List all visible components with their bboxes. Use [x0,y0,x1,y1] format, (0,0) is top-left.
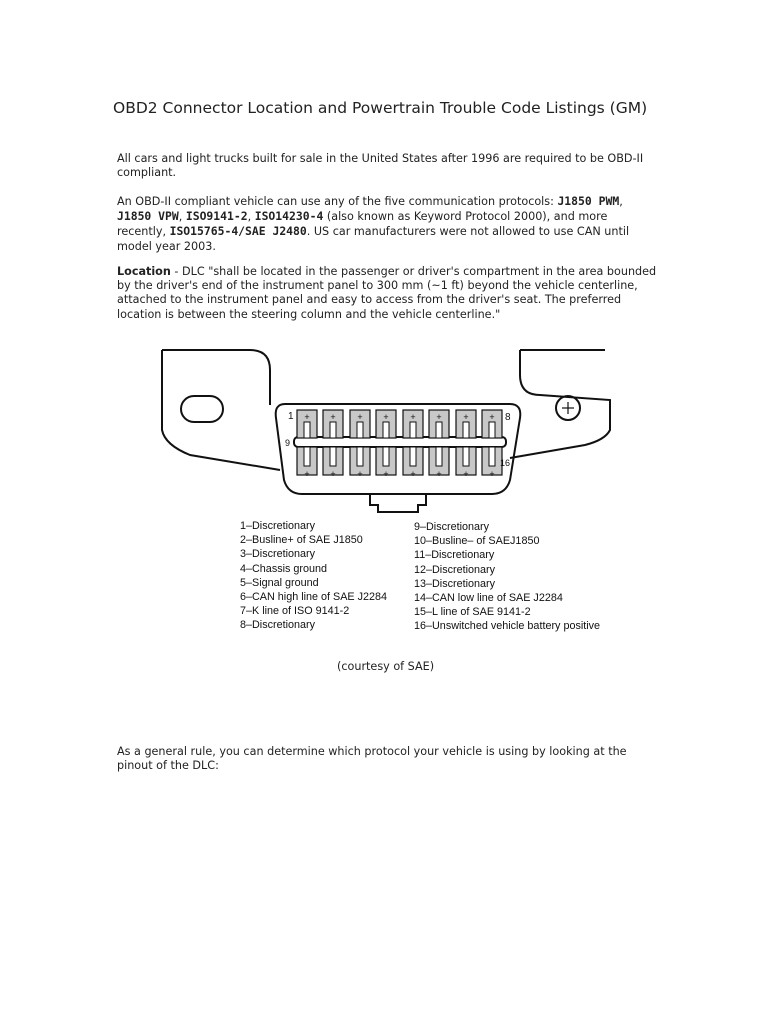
connector-pin-1 [297,410,317,438]
svg-text:+: + [463,469,469,479]
protocol-rule-paragraph: As a general rule, you can determine which protocol your vehicle is using by looking at the pinout of the DLC: [117,745,627,773]
protocol-j1850-vpw: J1850 VPW [117,209,179,224]
pin9-label: 9 [285,438,291,448]
connector-pin-2 [323,410,343,438]
pin-item: 15–L line of SAE 9141-2 [414,606,531,619]
svg-text:+: + [383,412,389,422]
svg-text:+: + [410,412,416,422]
pin-list-right [414,520,600,634]
svg-text:+: + [436,469,442,479]
connector-pin-13 [403,447,423,479]
pin-item: 5–Signal ground [240,576,319,589]
svg-text:+: + [304,412,310,422]
protocols-text: , [178,210,186,224]
pin1-label: 1 [288,411,294,422]
protocols-text: . US car manufacturers were not allowed to use CAN until model year 2003. [117,225,630,253]
location-label: Location [117,265,171,278]
protocols-text: (also known as Keyword Protocol 2000), and more recently, [117,210,608,239]
svg-text:+: + [357,412,363,422]
connector-pin-7 [456,410,476,438]
pin-item: 2–Busline+ of SAE J1850 [240,534,363,547]
svg-text:+: + [330,412,336,422]
connector-key-notch [370,494,426,512]
top-pin-row [297,410,502,438]
svg-text:+: + [489,412,495,422]
protocols-text: , [619,195,623,208]
protocol-iso14230: ISO14230-4 [254,209,324,224]
pin-item: 3–Discretionary [240,548,316,561]
pin-item: 7–K line of ISO 9141-2 [240,605,350,618]
svg-text:+: + [463,412,469,422]
pin-item: 16–Unswitched vehicle battery positive [414,620,601,633]
pin-item: 1–Discretionary [240,520,316,532]
compliance-paragraph: All cars and light trucks built for sale in the United States after 1996 are required to be OBD-II compliant. [117,152,644,180]
pin-item: 4–Chassis ground [240,562,328,575]
connector-pin-3 [350,410,370,438]
pin8-label: 8 [505,412,511,423]
pin-item: 10–Busline– of SAEJ1850 [414,535,540,548]
pin-item: 12–Discretionary [414,563,496,576]
pin-item: 8–Discretionary [240,619,316,632]
panel-outline-right [510,350,610,458]
pin16-label: 16 [500,458,511,468]
pin-item: 6–CAN high line of SAE J2284 [240,591,388,604]
page-title: OBD2 Connector Location and Powertrain Trouble Code Listings (GM) [113,99,648,117]
svg-text:+: + [330,469,336,479]
pin-item: 14–CAN low line of SAE J2284 [414,592,563,605]
screw-plus [562,402,574,414]
connector-pin-14 [429,447,449,479]
bottom-pin-row [297,447,502,479]
connector-pin-12 [376,447,396,479]
connector-pin-8 [482,410,502,438]
pin-item: 9–Discretionary [414,521,490,533]
mounting-slot [181,396,223,422]
protocols-text: , [247,210,255,224]
svg-text:+: + [304,469,310,479]
connector-pin-5 [403,410,423,438]
protocol-iso9141: ISO9141-2 [185,209,248,224]
svg-text:+: + [357,469,363,479]
svg-text:+: + [410,469,416,479]
connector-pin-4 [376,410,396,438]
panel-outline-left [162,350,280,470]
connector-pin-15 [456,447,476,479]
pin-item: 13–Discretionary [414,577,496,590]
svg-text:+: + [436,412,442,422]
connector-pin-11 [350,447,370,479]
pin-list-left [240,519,387,633]
connector-pin-10 [323,447,343,479]
protocols-text: An OBD-II compliant vehicle can use any of the five communication protocols: [117,195,558,208]
image-credit: (courtesy of SAE) [337,660,435,673]
protocol-j1850-pwm: J1850 PWM [557,194,620,208]
connector-pin-9 [297,447,317,479]
location-text: - DLC "shall be located in the passenger or driver's compartment in the area bounded by the driver's end of the instrument panel to 300 mm (~1 ft) beyond the vehicle centerline, attached to the instrument panel and easy to access from the driver's seat. The preferred location is between the steering column and the vehicle centerline." [117,265,657,321]
svg-text:+: + [489,469,495,479]
protocol-iso15765: ISO15765-4/SAE J2480 [169,224,307,239]
pin-item: 11–Discretionary [414,549,495,562]
connector-pin-6 [429,410,449,438]
connector-pin-16 [482,447,502,479]
svg-text:+: + [383,469,389,479]
